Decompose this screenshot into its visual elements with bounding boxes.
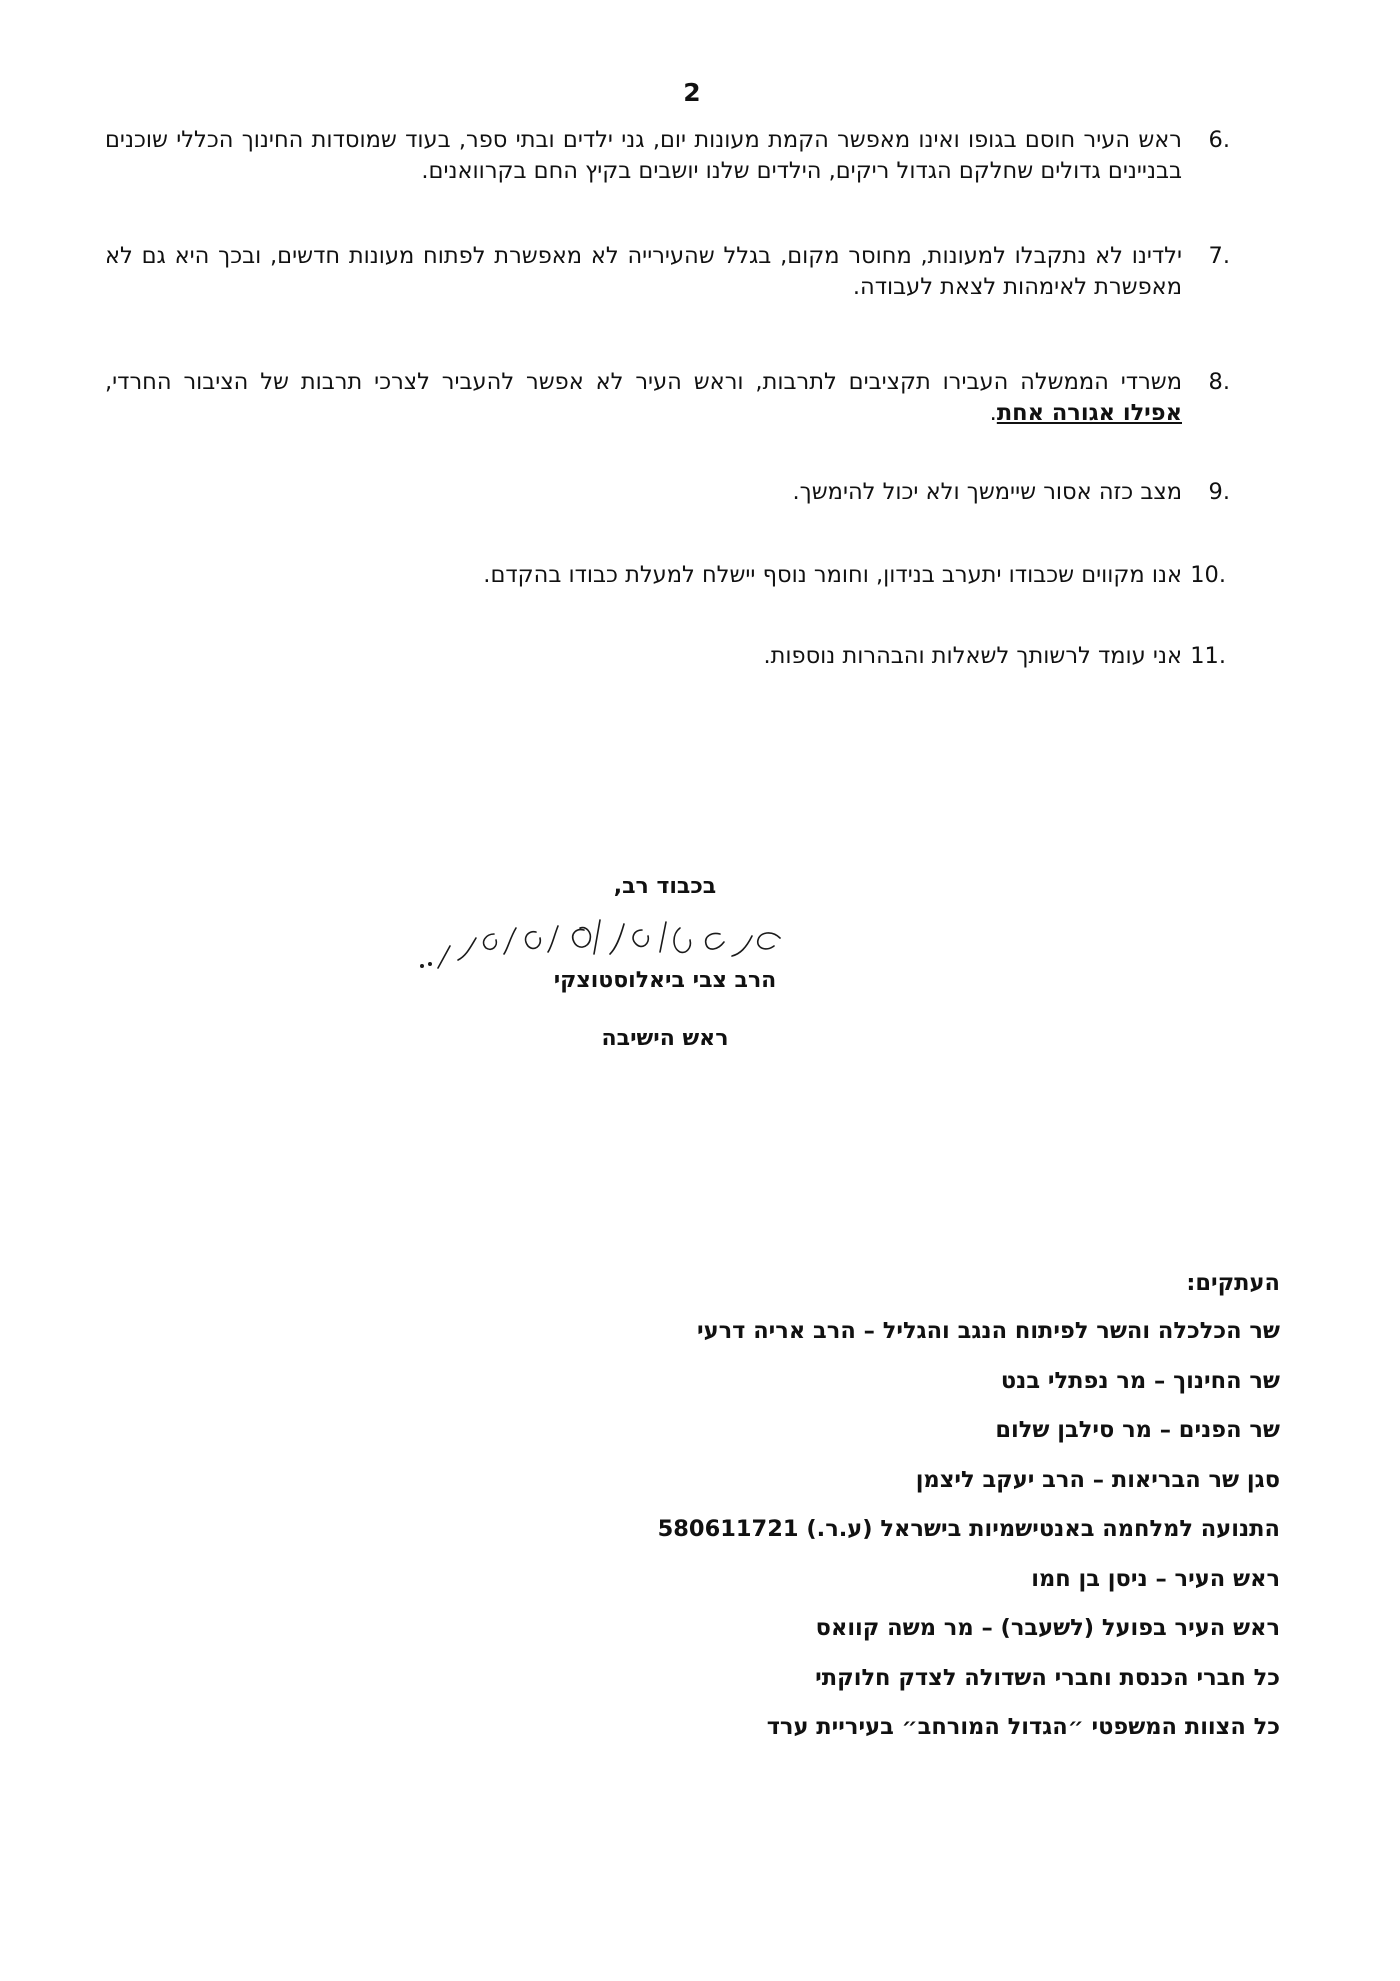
cc-recipient: התנועה למלחמה באנטישמיות בישראל (ע.ר.) 580611721 bbox=[657, 1516, 1280, 1542]
item-number: 8. bbox=[1208, 369, 1230, 395]
item-text: אנו מקווים שכבודו יתערב בנידון, וחומר נוסף יישלח למעלת כבודו בהקדם. bbox=[483, 562, 1182, 588]
item-text-before: משרדי הממשלה העבירו תקציבים לתרבות, וראש העיר לא אפשר להעביר לצרכי תרבות של הציבור החרדי, bbox=[105, 369, 1182, 395]
cc-recipient: כל חברי הכנסת וחברי השדולה לצדק חלוקתי bbox=[815, 1664, 1280, 1691]
item-number: 10. bbox=[1190, 562, 1226, 588]
cc-recipient: שר הפנים – מר סילבן שלום bbox=[995, 1417, 1280, 1443]
letter-closing bbox=[500, 872, 830, 1054]
cc-list bbox=[200, 1268, 1280, 1762]
signer-name: הרב צבי ביאלוסטוצקי bbox=[553, 968, 777, 993]
cc-recipient: ראש העיר בפועל (לשעבר) – מר משה קוואס bbox=[815, 1615, 1280, 1641]
cc-recipient: כל הצוות המשפטי ״הגדול המורחב״ בעיריית ערד bbox=[766, 1714, 1280, 1740]
closing-greeting: בכבוד רב, bbox=[613, 874, 717, 899]
cc-recipient: סגן שר הבריאות – הרב יעקב ליצמן bbox=[915, 1466, 1280, 1493]
signer-title: ראש הישיבה bbox=[601, 1026, 729, 1051]
list-item-7 bbox=[105, 241, 1230, 303]
handwritten-signature bbox=[380, 908, 820, 978]
item-emphasis: אפילו אגורה אחת bbox=[996, 400, 1182, 426]
item-text: ילדינו לא נתקבלו למעונות, מחוסר מקום, בגלל שהעירייה לא מאפשרת לפתוח מעונות חדשים, ובכך היא גם לא מאפשרת לאימהות לצאת לעבודה. bbox=[105, 243, 1182, 300]
item-text: ראש העיר חוסם בגופו ואינו מאפשר הקמת מעונות יום, גני ילדים ובתי ספר, בעוד שמוסדות החינוך הכללי שוכנים בבניינים גדולים שחלקם הגדול ריקים, הילדים שלנו יושבים בקיץ החם בקרוואנים. bbox=[105, 127, 1182, 184]
list-item-8 bbox=[105, 367, 1230, 429]
item-text: מצב כזה אסור שיימשך ולא יכול להימשך. bbox=[792, 479, 1182, 505]
cc-recipient: ראש העיר – ניסן בן חמו bbox=[1031, 1565, 1280, 1592]
list-item-9 bbox=[105, 477, 1230, 508]
item-text bbox=[105, 369, 1182, 426]
item-text: אני עומד לרשותך לשאלות והבהרות נוספות. bbox=[763, 643, 1182, 669]
list-item-6 bbox=[105, 125, 1230, 187]
page-number: 2 bbox=[683, 78, 701, 107]
item-number: 9. bbox=[1208, 479, 1230, 505]
item-number: 7. bbox=[1208, 243, 1230, 269]
item-text-after: . bbox=[989, 400, 997, 426]
cc-recipient: שר החינוך – מר נפתלי בנט bbox=[1000, 1367, 1280, 1394]
numbered-items bbox=[105, 125, 1230, 672]
cc-recipient: שר הכלכלה והשר לפיתוח הנגב והגליל – הרב אריה דרעי bbox=[697, 1318, 1280, 1344]
item-number: 11. bbox=[1190, 643, 1226, 669]
item-number: 6. bbox=[1208, 127, 1230, 153]
list-item-10 bbox=[105, 560, 1230, 591]
list-item-11 bbox=[105, 641, 1230, 672]
cc-title: העתקים: bbox=[1186, 1270, 1280, 1296]
